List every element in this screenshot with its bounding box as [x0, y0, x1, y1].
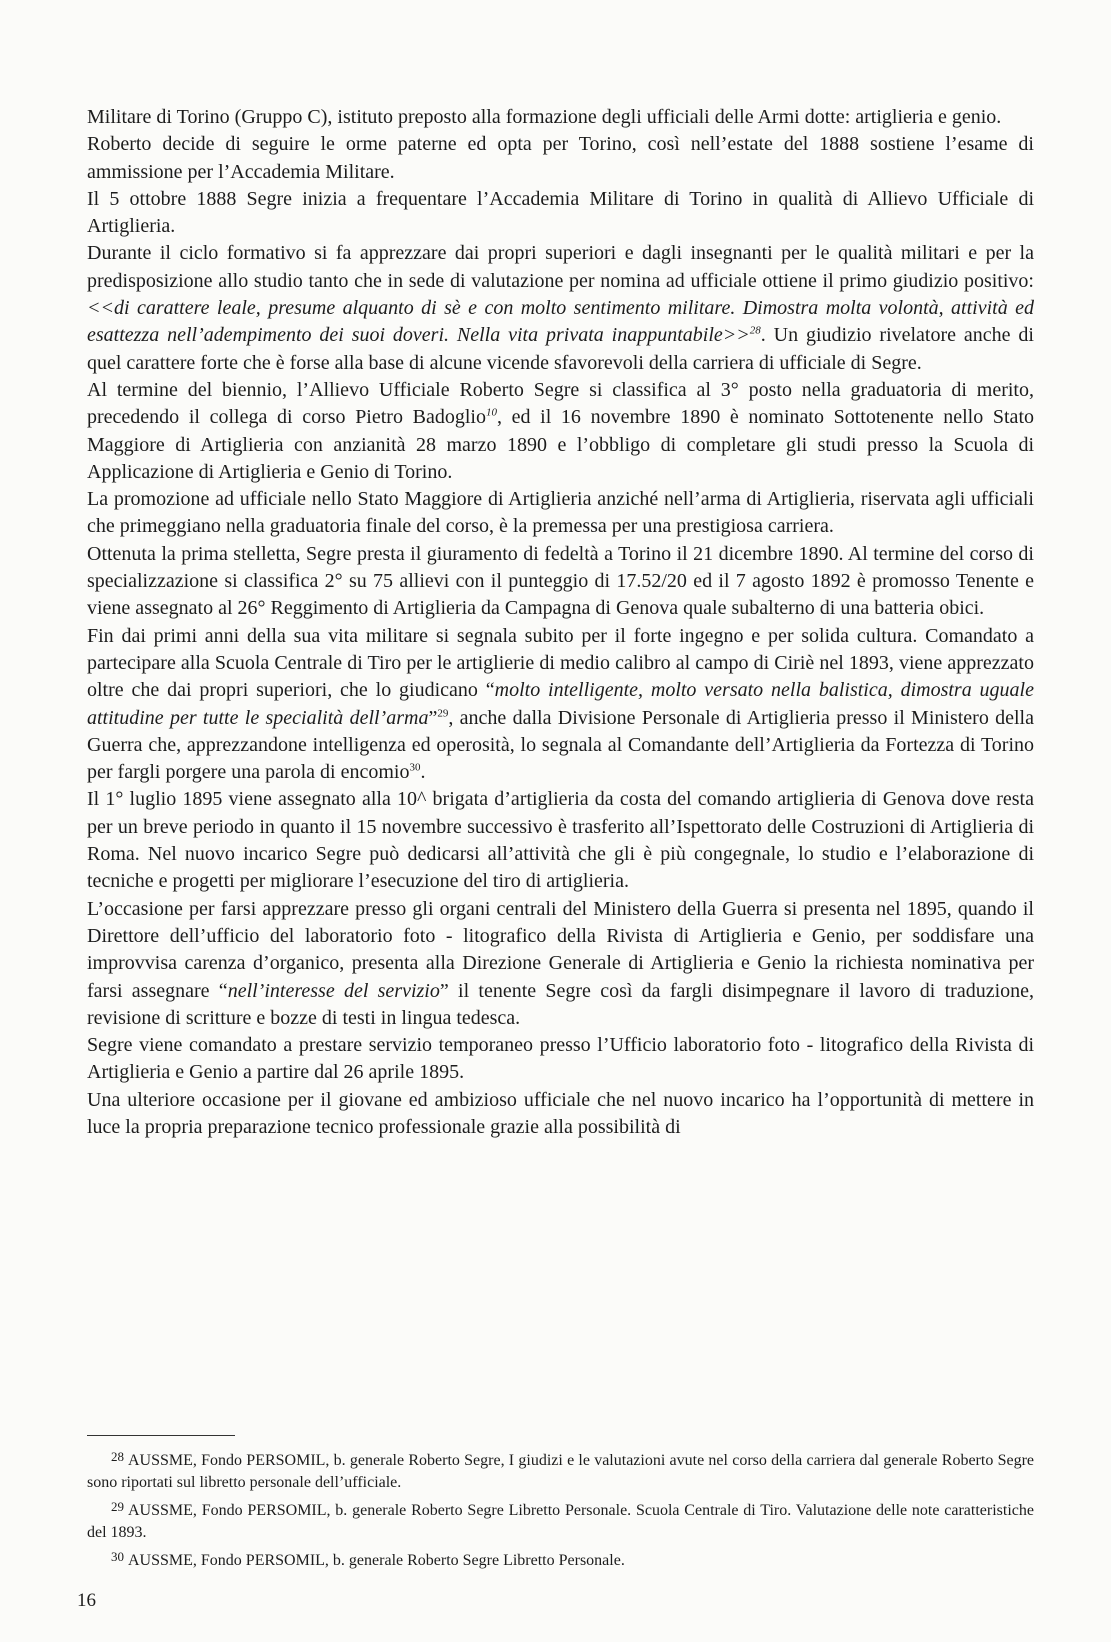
- paragraph: [87, 541, 1034, 623]
- paragraph: [87, 786, 1034, 895]
- text-run: Il 1° luglio 1895 viene assegnato alla 10^ brigata d’artiglieria da costa del comando artiglieria di Genova dove resta per un breve periodo in quanto il 15 novembre successivo è trasferito all’Ispettorato delle Costruzioni di Artiglieria di Roma. Nel nuovo incarico Segre può dedicarsi all’attività che gli è più congegnale, lo studio e l’elaborazione di tecniche e progetti per migliorare l’esecuzione del tiro di artiglieria.: [87, 788, 1034, 893]
- text-run: molto intelligente, molto versato nella balistica, dimostra uguale attitudine per tutte le specialità dell’arma: [87, 679, 1034, 729]
- text-run: Fin dai primi anni della sua vita militare si segnala subito per il forte ingegno e per solida cultura. Comandato a partecipare alla Scuola Centrale di Tiro per le artiglierie di medio calibro al campo di Ciriè nel 1893, viene apprezzato oltre che dai propri superiori, che lo giudicano “: [87, 624, 1034, 702]
- footnote-divider: [87, 1435, 235, 1436]
- paragraph: [87, 623, 1034, 787]
- footnote-number: 30: [111, 1549, 124, 1564]
- footnote-number: 29: [111, 1499, 124, 1514]
- paragraph: [87, 131, 1034, 186]
- footnote-text: AUSSME, Fondo PERSOMIL, b. generale Roberto Segre Libretto Personale. Scuola Centrale di Tiro. Valutazione delle note caratteristiche del 1893.: [87, 1502, 1034, 1541]
- paragraph: [87, 104, 1034, 131]
- text-run: Durante il ciclo formativo si fa apprezzare dai propri superiori e dagli insegnanti per le qualità militari e per la predisposizione allo studio tanto che in sede di valutazione per nomina ad ufficiale ottiene il primo giudizio positivo:: [87, 242, 1034, 292]
- text-run: La promozione ad ufficiale nello Stato Maggiore di Artiglieria anziché nell’arma di Artiglieria, riservata agli ufficiali che primeggiano nella graduatoria finale del corso, è la premessa per una prestigiosa carriera.: [87, 488, 1034, 538]
- footnotes: [87, 1446, 1034, 1575]
- paragraph: [87, 486, 1034, 541]
- text-run: Roberto decide di seguire le orme paterne ed opta per Torino, così nell’estate del 1888 sostiene l’esame di ammissione per l’Accademia Militare.: [87, 133, 1034, 183]
- footnote-reference: 30: [409, 761, 421, 774]
- text-run: ”: [428, 706, 438, 729]
- text-run: Al termine del biennio, l’Allievo Ufficiale Roberto Segre si classifica al 3° posto nella graduatoria di merito, precedendo il collega di corso Pietro Badoglio: [87, 378, 1034, 429]
- footnote: [87, 1496, 1034, 1543]
- text-run: Ottenuta la prima stelletta, Segre presta il giuramento di fedeltà a Torino il 21 dicembre 1890. Al termine del corso di specializzazione si classifica 2° su 75 allievi con il punteggio di 17.52/20 ed il 7 agosto 1892 è promosso Tenente e viene assegnato al 26° Reggimento di Artiglieria da Campagna di Genova quale subalterno di una batteria obici.: [87, 542, 1034, 620]
- text-run: Segre viene comandato a prestare servizio temporaneo presso l’Ufficio laboratorio foto - litografico della Rivista di Artiglieria e Genio a partire dal 26 aprile 1895.: [87, 1034, 1034, 1084]
- paragraph: [87, 186, 1034, 241]
- footnote-reference: 28: [749, 324, 761, 337]
- text-run: . Un giudizio rivelatore anche di quel carattere forte che è forse alla base di alcune vicende sfavorevoli della carriera di ufficiale di Segre.: [87, 324, 1034, 374]
- footnote-reference: 10: [485, 406, 497, 419]
- text-run: , anche dalla Divisione Personale di Artiglieria presso il Ministero della Guerra che, apprezzandone intelligenza ed operosità, lo segnala al Comandante dell’Artiglieria da Fortezza di Torino per fargli porgere una parola di encomio: [87, 706, 1034, 784]
- text-run: L’occasione per farsi apprezzare presso gli organi centrali del Ministero della Guerra si presenta nel 1895, quando il Direttore dell’ufficio del laboratorio foto - litografico della Rivista di Artiglieria e Genio, per soddisfare una improvvisa carenza d’organico, presenta alla Direzione Generale di Artiglieria e Genio la richiesta nominativa per farsi assegnare “: [87, 897, 1034, 1002]
- text-run: ” il tenente Segre così da fargli disimpegnare il lavoro di traduzione, revisione di scritture e bozze di testi in lingua tedesca.: [87, 979, 1035, 1029]
- paragraph: [87, 1032, 1034, 1087]
- paragraph: [87, 240, 1034, 376]
- text-run: nell’interesse del servizio: [227, 979, 440, 1002]
- page-number: 16: [77, 1590, 96, 1611]
- text-run: Una ulteriore occasione per il giovane ed ambizioso ufficiale che nel nuovo incarico ha l’opportunità di mettere in luce la propria preparazione tecnico professionale grazie alla possibilità di: [87, 1088, 1034, 1138]
- text-run: <<di carattere leale, presume alquanto di sè e con molto sentimento militare. Dimostra molta volontà, attività ed esattezza nell’adempimento dei suoi doveri. Nella vita privata inappuntabile>>: [87, 297, 1034, 347]
- footnote-reference: 29: [437, 706, 449, 719]
- text-run: Il 5 ottobre 1888 Segre inizia a frequentare l’Accademia Militare di Torino in qualità di Allievo Ufficiale di Artiglieria.: [87, 187, 1034, 238]
- body-text: [87, 104, 1034, 1141]
- paragraph: [87, 1087, 1034, 1142]
- text-run: Militare di Torino (Gruppo C), istituto preposto alla formazione degli ufficiali delle Armi dotte: artiglieria e genio.: [87, 106, 1002, 128]
- footnote-number: 28: [111, 1449, 124, 1464]
- text-run: , ed il 16 novembre 1890 è nominato Sottotenente nello Stato Maggiore di Artiglieria con anzianità 28 marzo 1890 e l’obbligo di completare gli studi presso la Scuola di Applicazione di Artiglieria e Genio di Torino.: [87, 406, 1034, 483]
- footnote-text: AUSSME, Fondo PERSOMIL, b. generale Roberto Segre Libretto Personale.: [128, 1552, 625, 1569]
- footnote: [87, 1546, 1034, 1572]
- paragraph: [87, 377, 1034, 486]
- text-run: .: [420, 761, 426, 784]
- page-content: [87, 104, 1034, 1141]
- footnote: [87, 1446, 1034, 1493]
- footnote-text: AUSSME, Fondo PERSOMIL, b. generale Roberto Segre, I giudizi e le valutazioni avute nel corso della carriera dal generale Roberto Segre sono riportati sul libretto personale dell’ufficiale.: [87, 1452, 1034, 1491]
- paragraph: [87, 896, 1034, 1032]
